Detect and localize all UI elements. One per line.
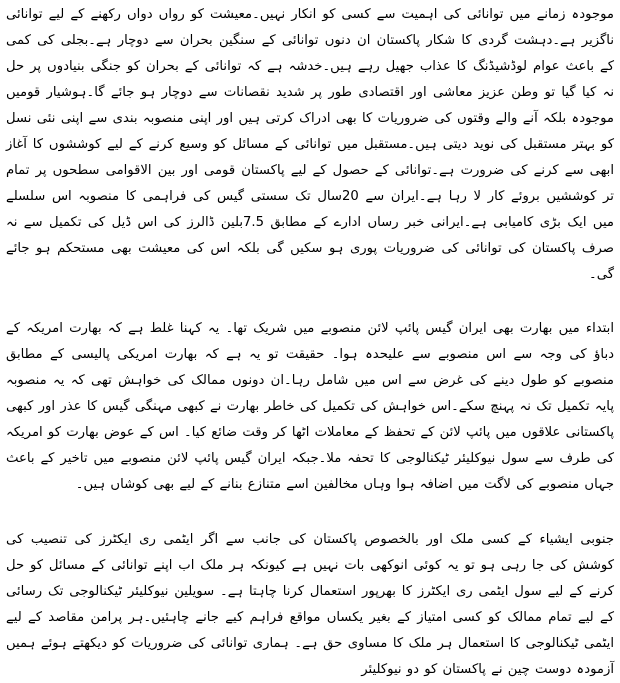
article-paragraph-nuclear-technology: جنوبی ایشیاء کے کسی ملک اور بالخصوص پاکستان کی جانب سے اگر ایٹمی ری ایکٹرز کی تنصیب کی کوشش کی جا رہی ہو تو یہ کوئی انوکھی بات نہیں ہے کیونکہ ہر ملک اب اپنے توانائی کے مسائل کو حل کرنے کے لیے سول ایٹمی ری ایکٹرز کا بھرپور استعمال کرنا چاہتا ہے۔ سویلین نیوکلیئر ٹیکنالوجی تک رسائی کے لیے تمام ممالک کو کسی امتیاز کے بغیر یکساں مواقع فراہم کیے جانے چاہئیں۔ہر پرامن مقاصد کے لیے ایٹمی ٹیکنالوجی کا استعمال ہر ملک کا مساوی حق ہے۔ ہماری توانائی کی ضروریات کو دیکھتے ہوئے ہمیں آزمودہ دوست چین نے پاکستان کو دو نیوکلیئر xyxy=(6,532,614,677)
article-paragraph-energy-importance: موجودہ زمانے میں توانائی کی اہمیت سے کسی کو انکار نہیں۔معیشت کو رواں دواں رکھنے کے لیے توانائی ناگزیر ہے۔دہشت گردی کا شکار پاکستان ان دنوں توانائی کے سنگین بحران سے دوچار ہے۔بجلی کی کمی کے باعث عوام لوڈشیڈنگ کا عذاب جھیل رہے ہیں۔خدشہ ہے کہ توانائی کے بحران کو جنگی بنیادوں پر حل نہ کیا گیا تو وطن عزیز معاشی اور اقتصادی طور پر شدید نقصانات سے دوچار ہو جائے گا۔ہوشیار قومیں موجودہ بلکہ آنے والے وقتوں کی ضروریات کا بھی ادراک کرتی ہیں اور اپنی منصوبہ بندی سے اپنی نئی نسل کو بہتر مستقبل کی نوید دیتی ہیں۔مستقبل میں توانائی کے مسائل کو وسیع کرنے کے لیے کوششوں کا آغاز ابھی سے کرنے کی ضرورت ہے۔توانائی کے حصول کے لیے پاکستان قومی اور بین الاقوامی سطحوں پر تمام تر کوششیں بروئے کار لا رہا ہے۔ایران سے 20سال تک سستی گیس کی فراہمی کا منصوبہ اس سلسلے میں ایک بڑی کامیابی ہے۔ایرانی خبر رساں ادارے کے مطابق 7.5بلین ڈالرز کی اس ڈیل کی تکمیل سے نہ صرف پاکستان کی توانائی کی ضروریات پوری ہو سکیں گی بلکہ اس کی معیشت بھی مستحکم ہو جائے گی۔ xyxy=(6,7,614,282)
article-paragraph-india-pipeline: ابتداء میں بھارت بھی ایران گیس پائپ لائن منصوبے میں شریک تھا۔ یہ کہنا غلط ہے کہ بھارت امریکہ کے دباؤ کی وجہ سے اس منصوبے سے علیحدہ ہوا۔ حقیقت تو یہ ہے کہ بھارت امریکی پالیسی کے مطابق منصوبے کو طول دینے کی غرض سے اس میں شامل رہا۔ان دونوں ممالک کی خواہش تھی کہ یہ منصوبہ پایہ تکمیل تک نہ پہنچ سکے۔اس خواہش کی تکمیل کی خاطر بھارت نے کبھی مہنگی گیس کا عذر اور کبھی پاکستانی علاقوں میں پائپ لائن کے تحفظ کے معاملات اٹھا کر وقت ضائع کیا۔ اس کے عوض بھارت کو امریکہ کی طرف سے سول نیوکلیئر ٹیکنالوجی کا تحفہ ملا۔جبکہ ایران گیس پائپ لائن منصوبے میں تاخیر کے باعث جہاں منصوبے کی لاگت میں اضافہ ہوا وہاں مخالفین اسے متنازع بنانے کے لیے بھی کوشاں ہیں۔ xyxy=(6,321,614,492)
